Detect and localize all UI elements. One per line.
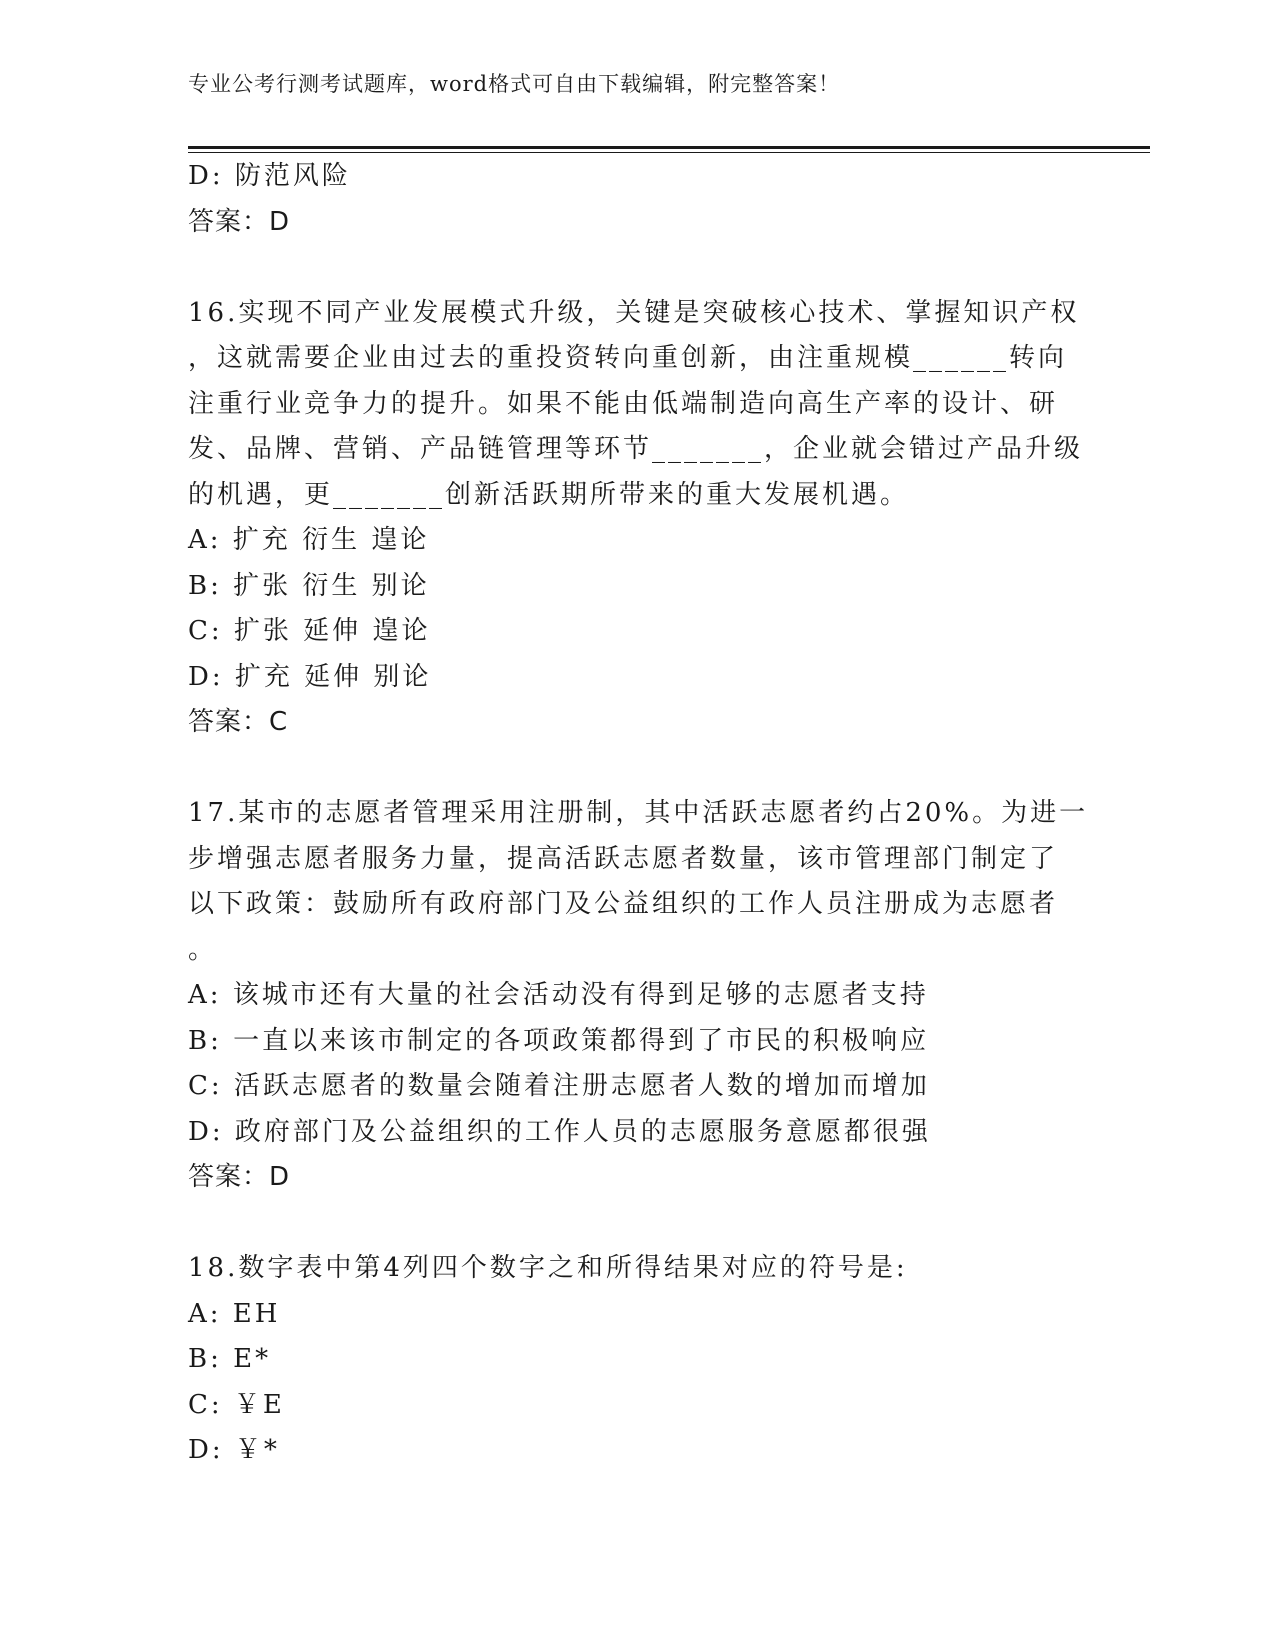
q18-option-c: C: ￥E [188,1389,285,1420]
spacer [188,746,1078,792]
q17-stem-line: 。 [188,934,218,965]
q16-stem-line: 16.实现不同产业发展模式升级，关键是突破核心技术、掌握知识产权 [188,297,1080,328]
q16-option-d: D: 扩充 延伸 别论 [188,661,432,692]
q17-stem-line: 以下政策：鼓励所有政府部门及公益组织的工作人员注册成为志愿者 [188,889,1059,919]
document-body [188,154,1089,1474]
q16-answer: 答案：C [188,707,289,737]
q16-option-c: C: 扩张 延伸 遑论 [188,616,431,646]
question-16 [188,291,1084,746]
question-18 [188,1246,1078,1474]
q16-stem-line: 注重行业竞争力的提升。如果不能由低端制造向高生产率的设计、研 [188,388,1059,419]
q16-stem-line: ，这就需要企业由过去的重投资转向重创新，由注重规模______转向 [188,343,1068,373]
header-divider [188,146,1150,149]
spacer [188,1201,1078,1247]
q17-option-d: D: 政府部门及公益组织的工作人员的志愿服务意愿都很强 [188,1116,931,1147]
q16-stem-line: 的机遇，更_______创新活跃期所带来的重大发展机遇。 [188,479,910,510]
q16-option-a: A: 扩充 衍生 遑论 [188,525,430,555]
q17-option-b: B: 一直以来该市制定的各项政策都得到了市民的积极响应 [188,1025,930,1056]
q18-option-d: D: ￥* [188,1435,280,1465]
q17-stem-line: 步增强志愿者服务力量，提高活跃志愿者数量，该市管理部门制定了 [188,843,1059,874]
q18-stem-line: 18.数字表中第4列四个数字之和所得结果对应的符号是: [188,1253,908,1283]
q15-option-d: D: 防范风险 [188,161,351,191]
q17-stem-line: 17.某市的志愿者管理采用注册制，其中活跃志愿者约占20%。为进一 [188,798,1089,828]
page-header: 专业公考行测考试题库，word格式可自由下载编辑，附完整答案！ [188,72,841,96]
q15-answer: 答案：D [188,206,291,237]
q16-stem-line: 发、品牌、营销、产品链管理等环节_______，企业就会错过产品升级 [188,434,1084,464]
q16-option-b: B: 扩张 衍生 别论 [188,570,430,601]
header-divider-thin [188,152,1150,153]
q17-answer: 答案：D [188,1162,291,1192]
q17-option-a: A: 该城市还有大量的社会活动没有得到足够的志愿者支持 [188,980,929,1010]
q18-option-a: A: EH [188,1298,281,1329]
question-17 [188,791,1089,1201]
spacer [188,245,1078,291]
q18-option-b: B: E* [188,1344,272,1374]
q17-option-c: C: 活跃志愿者的数量会随着注册志愿者人数的增加而增加 [188,1071,930,1101]
